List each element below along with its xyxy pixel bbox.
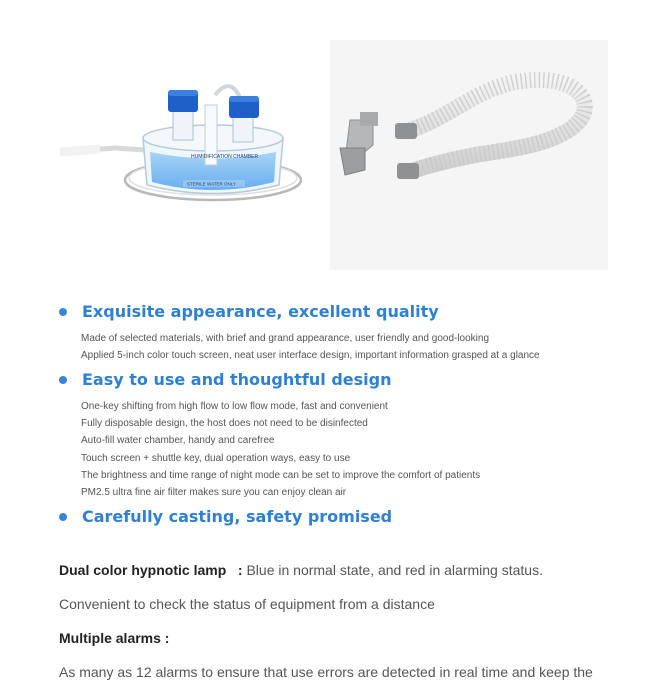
list-item: The brightness and time range of night mode can be set to improve the comfort of patients	[81, 469, 481, 481]
chamber-label-top: HUMIDIFICATION CHAMBER	[191, 154, 259, 160]
lamp-note: Convenient to check the status of equipment from a distance	[59, 596, 435, 612]
list-item: Applied 5-inch color touch screen, neat user interface design, important information grasped at a glance	[81, 350, 540, 362]
list-item: Made of selected materials, with brief and grand appearance, user friendly and good-looking	[81, 333, 490, 344]
section-heading: Easy to use and thoughtful design	[82, 370, 392, 389]
alarms-text: As many as 12 alarms to ensure that use errors are detected in real time and keep the	[59, 664, 593, 680]
alarms-label: Multiple alarms :	[59, 630, 170, 646]
section-heading: Carefully casting, safety promised	[82, 507, 393, 526]
bullet-icon	[59, 376, 67, 384]
section-heading: Exquisite appearance, excellent quality	[82, 302, 439, 321]
section-heading-row	[59, 507, 639, 526]
section-heading-row	[59, 302, 639, 321]
bullet-icon	[59, 308, 67, 316]
product-image	[55, 20, 615, 285]
section-heading-row	[59, 370, 639, 389]
feature-section-appearance	[59, 302, 639, 364]
lamp-text: Blue in normal state, and red in alarming status.	[246, 562, 543, 578]
lamp-label: Dual color hypnotic lamp :	[59, 562, 247, 578]
feature-list	[59, 398, 639, 501]
humidification-chamber	[60, 86, 301, 200]
list-item: Touch screen + shuttle key, dual operation ways, easy to use	[81, 452, 351, 464]
list-item: Auto-fill water chamber, handy and carefree	[81, 435, 275, 447]
feature-list	[59, 330, 639, 364]
list-item: PM2.5 ultra fine air filter makes sure you can enjoy clean air	[81, 487, 347, 499]
alarms-heading	[59, 630, 639, 646]
feature-section-safety	[59, 507, 639, 526]
list-item: One-key shifting from high flow to low flow mode, fast and convenient	[81, 401, 388, 412]
feature-section-design	[59, 370, 639, 501]
list-item: Fully disposable design, the host does not need to be disinfected	[81, 418, 368, 430]
lamp-paragraph	[59, 562, 639, 578]
bullet-icon	[59, 513, 67, 521]
chamber-label-bottom: STERILE WATER ONLY	[187, 181, 236, 187]
